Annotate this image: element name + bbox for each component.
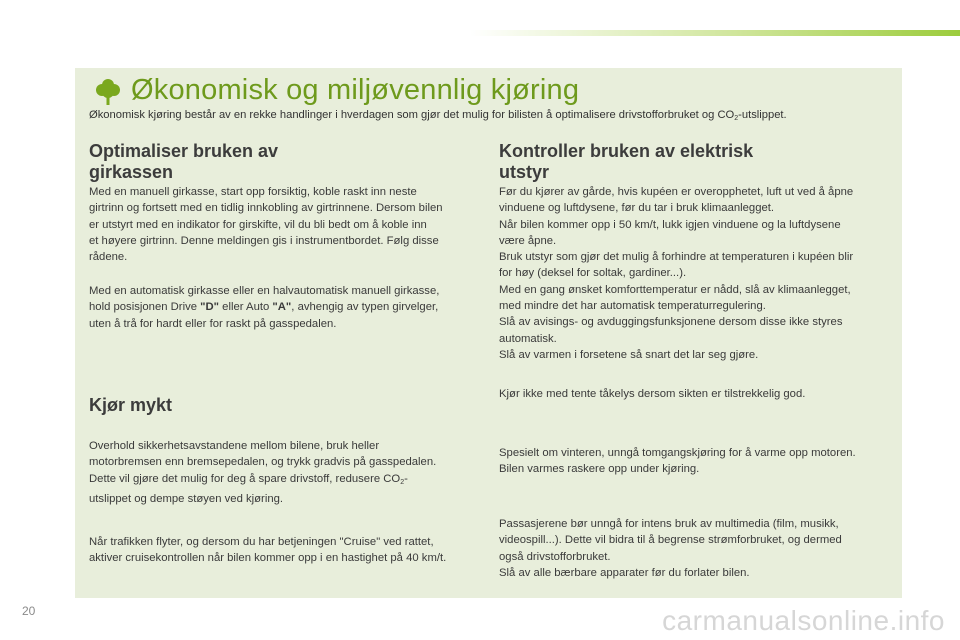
tree-icon	[95, 77, 121, 105]
heading-smooth-driving: Kjør mykt	[89, 395, 173, 415]
smooth-paragraph-2: Når trafikken flyter, og dersom du har betjeningen "Cruise" ved rattet, aktiver cruisekontrollen når bilen kommer opp i en hastighet på 40 km/t.	[89, 536, 447, 565]
gearbox-paragraph-1: Med en manuell girkasse, start opp forsiktig, koble raskt inn neste girtrinn og fortsett med en tidlig innkobling av girtrinnene. Dersom bilen er utstyrt med en indikator for girskifte, vil du bli bedt om å koble inn et høyere girtrinn. Denne meldingen gis i instrumentbordet. Følg disse rådene.	[89, 186, 443, 264]
header-accent-bar	[470, 30, 960, 36]
title-row	[95, 74, 579, 107]
page-title: Økonomisk og miljøvennlig kjøring	[131, 74, 580, 106]
gearbox-paragraph-2: Med en automatisk girkasse eller en halvautomatisk manuell girkasse, hold posisjonen Drive "D" eller Auto "A", avhengig av typen girvelger, uten å trå for hardt eller for raskt på gasspedalen.	[89, 285, 440, 330]
electrical-paragraph-2: Kjør ikke med tente tåkelys dersom sikten er tilstrekkelig god.	[499, 388, 806, 400]
intro-text: Økonomisk kjøring består av en rekke handlinger i hverdagen som gjør det mulig for bilisten å optimalisere drivstofforbruket og $CO_2$-utslippet.	[89, 109, 787, 122]
page-number: 20	[22, 604, 36, 618]
heading-gearbox: Optimaliser bruken av girkassen	[89, 141, 279, 182]
electrical-paragraph-1: Før du kjører av gårde, hvis kupéen er overopphetet, luft ut ved å åpne vinduene og luftdysene, før du tar i bruk klimaanlegget. Når bilen kommer opp i 50 km/t, lukk igjen vinduene og la luftdysene være åpne. Bruk utstyr som gjør det mulig å forhindre at temperaturen i kupéen blir for høy (deksel for soltak, gardiner...). Med en gang ønsket komforttemperatur er nådd, slå av klimaanlegget, med mindre det har automatisk temperaturregulering. Slå av avisings- og avduggingsfunksjonene dersom disse ikke styres automatisk. Slå av varmen i forsetene så snart det lar seg gjøre.	[499, 186, 854, 361]
watermark: carmanualsonline.info	[662, 605, 945, 636]
smooth-paragraph-1: Overhold sikkerhetsavstandene mellom bilene, bruk heller motorbremsen enn bremsepedalen, og trykk gradvis på gasspedalen. Dette vil gjøre det mulig for deg å spare drivstoff, redusere $CO_2-$ utslippet og dempe støyen ved kjøring.	[89, 440, 437, 505]
electrical-paragraph-3: Spesielt om vinteren, unngå tomgangskjøring for å varme opp motoren. Bilen varmes raskere opp under kjøring.	[499, 447, 856, 476]
heading-electrical: Kontroller bruken av elektrisk utstyr	[499, 141, 754, 182]
electrical-paragraph-4: Passasjerene bør unngå for intens bruk av multimedia (film, musikk, videospill...). Dette vil bidra til å begrense strømforbruket, og dermed også drivstofforbruket. Slå av alle bærbare apparater før du forlater bilen.	[499, 518, 842, 579]
